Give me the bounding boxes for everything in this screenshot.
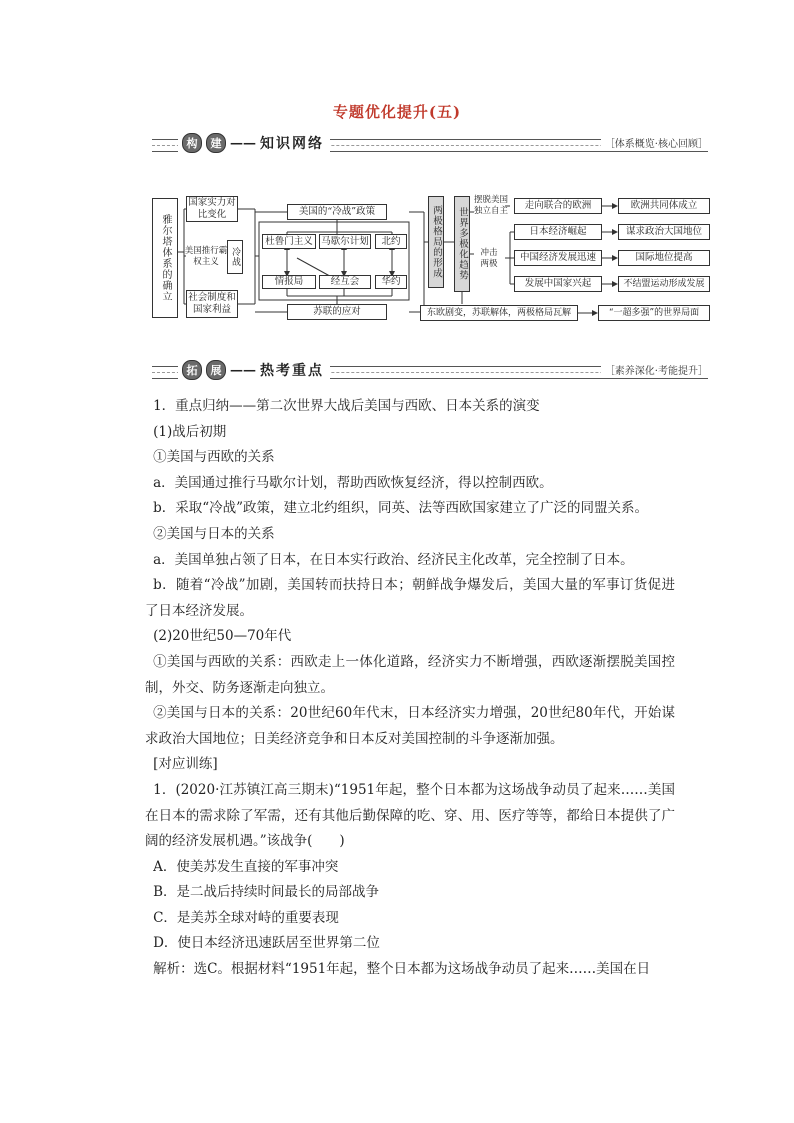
nato-box: 北约 — [375, 234, 407, 249]
section-dash: —— — [230, 362, 256, 378]
third-world-box: 发展中国家兴起 — [514, 276, 602, 292]
option-d: D．使日本经济迅速跃居至世界第二位 — [153, 935, 380, 952]
impact-label: 冲击两极 — [480, 248, 498, 269]
paragraph: ②美国与日本的关系：20世纪60年代末，日本经济实力增强，20世纪80年代，开始谋求政治大国地位；日美经济竞争和日本反对美国控制的斗争逐渐加强。 — [145, 705, 675, 747]
section-chip: 拓 — [182, 360, 202, 380]
cold-war-box: 冷战 — [227, 240, 243, 274]
answer-analysis: 解析：选C。根据材料“1951年起，整个日本都为这场战争动员了起来……美国在日 — [153, 961, 651, 978]
shake-off-label: 摆脱美国独立自主 — [474, 195, 509, 216]
ec-box: 欧洲共同体成立 — [618, 198, 710, 214]
one-superpower-box: “一超多强”的世界局面 — [598, 305, 710, 321]
paragraph: (1)战后初期 — [153, 423, 227, 440]
question-stem: 1．(2020·江苏镇江高三期末)“1951年起，整个日本都为这场战争动员了起来……美国在日本的需求除了军需，还有其他后勤保障的吃、穿、用、医疗等等，都给日本提供了广阔的经济发展机遇。”该战争( ) — [145, 781, 675, 850]
paragraph: 1．重点归纳——第二次世界大战后美国与西欧、日本关系的演变 — [153, 398, 540, 414]
paragraph: (2)20世纪50—70年代 — [153, 628, 292, 645]
option-a: A．使美苏发生直接的军事冲突 — [153, 858, 339, 875]
strength-change-box: 国家实力对比变化 — [186, 196, 238, 222]
marshall-plan-box: 马歇尔计划 — [319, 234, 371, 249]
cominform-box: 情报局 — [262, 275, 316, 289]
truman-doctrine-box: 杜鲁门主义 — [262, 234, 316, 249]
paragraph: a．美国单独占领了日本，在日本实行政治、经济民主化改革，完全控制了日本。 — [153, 551, 634, 568]
bipolar-collapse-box: 东欧剧变，苏联解体，两极格局瓦解 — [420, 305, 578, 321]
paragraph: a．美国通过推行马歇尔计划，帮助西欧恢复经济，得以控制西欧。 — [153, 474, 553, 491]
paragraph: [对应训练] — [153, 756, 218, 773]
japan-rise-box: 日本经济崛起 — [514, 224, 602, 240]
section-chip: 建 — [206, 133, 226, 153]
nam-box: 不结盟运动形成发展 — [618, 276, 710, 292]
japan-power-box: 谋求政治大国地位 — [618, 224, 710, 240]
section-chip: 展 — [206, 360, 226, 380]
section-header-hot-topics — [152, 360, 708, 382]
document-body — [145, 394, 675, 983]
multipolar-trend-box: 世界多极化趋势 — [454, 196, 470, 292]
social-system-box: 社会制度和国家利益 — [186, 290, 238, 318]
section-dash: —— — [230, 135, 256, 151]
paragraph: ①美国与西欧的关系 — [153, 449, 275, 466]
soviet-response-box: 苏联的应对 — [287, 304, 387, 320]
section-header-knowledge-network — [152, 133, 708, 155]
option-c: C．是美苏全球对峙的重要表现 — [153, 909, 339, 926]
section-title: 知识网络 — [260, 136, 324, 152]
section-tag: ［素养深化·考能提升］ — [601, 362, 708, 377]
knowledge-network-diagram — [152, 192, 712, 324]
paragraph: ②美国与日本的关系 — [153, 525, 275, 542]
section-chip: 构 — [182, 133, 202, 153]
us-hegemony-label: 美国推行霸权主义 — [184, 246, 228, 267]
yalta-system-box: 雅尔塔体系的确立 — [152, 198, 178, 318]
section-tag: ［体系概览·核心回顾］ — [601, 135, 708, 150]
bipolar-formation-box: 两极格局的形成 — [428, 196, 444, 288]
europe-unite-box: 走向联合的欧洲 — [514, 198, 602, 214]
page-title: 专题优化提升(五) — [332, 103, 462, 121]
paragraph: b．采取“冷战”政策，建立北约组织，同英、法等西欧国家建立了广泛的同盟关系。 — [153, 500, 649, 517]
us-cold-war-policy-box: 美国的“冷战”政策 — [287, 204, 387, 220]
comecon-box: 经互会 — [319, 275, 371, 289]
option-b: B．是二战后持续时间最长的局部战争 — [153, 884, 380, 901]
paragraph: b．随着“冷战”加剧，美国转而扶持日本；朝鲜战争爆发后，美国大量的军事订货促进了日本经济发展。 — [145, 577, 675, 619]
section-title: 热考重点 — [260, 363, 324, 379]
china-econ-box: 中国经济发展迅速 — [514, 250, 602, 266]
paragraph: ①美国与西欧的关系：西欧走上一体化道路，经济实力不断增强，西欧逐渐摆脱美国控制，外交、防务逐渐走向独立。 — [145, 653, 675, 696]
china-status-box: 国际地位提高 — [618, 250, 710, 266]
warsaw-pact-box: 华约 — [375, 275, 407, 289]
